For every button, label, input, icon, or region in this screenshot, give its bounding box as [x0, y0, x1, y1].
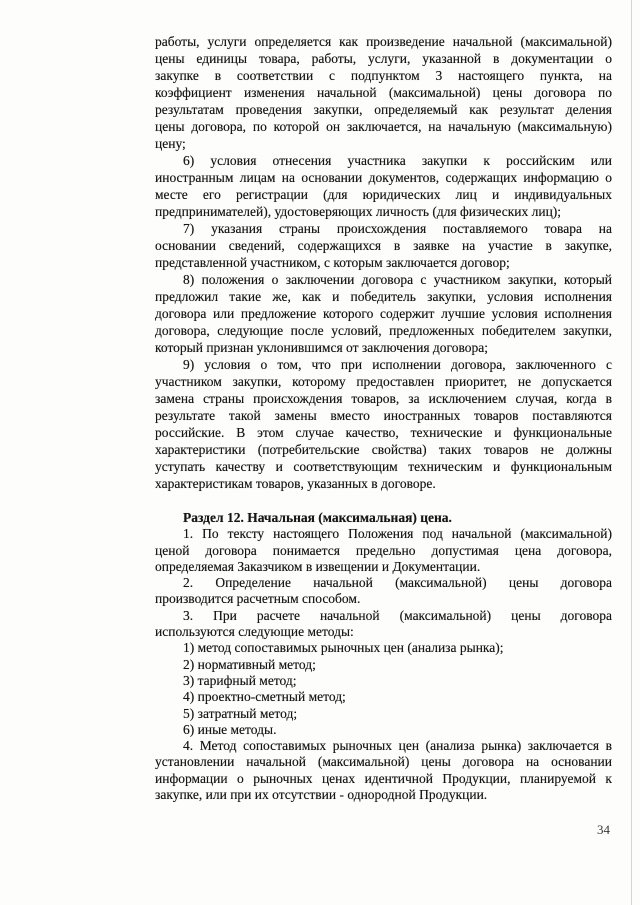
text-line: цену; — [155, 136, 186, 151]
text-line: уступать качеству и соответствующим техническим и функциональным — [155, 459, 612, 474]
text-line: 8) положения о заключении договора с участником закупки, который — [183, 272, 612, 287]
text-line: 1. По тексту настоящего Положения под начальной (максимальной) — [183, 526, 612, 542]
text-line: основании сведений, содержащихся в заявке на участие в закупке, — [155, 238, 612, 253]
text-line: коэффициент изменения начальной (максимальной) цены договора по — [155, 85, 612, 100]
text-line: результате такой замены вместо иностранных товаров поставляются — [155, 408, 612, 423]
text-line: 3. При расчете начальной (максимальной) цены договора — [183, 607, 612, 623]
list-item-8 — [155, 271, 612, 356]
text-line: установлении начальной (максимальной) цены договора на основании — [155, 754, 612, 770]
text-line: договора или предложение которого содержит лучшие условия исполнения — [155, 306, 612, 321]
methods-list — [155, 640, 612, 738]
text-line: российские. В этом случае качество, технические и функциональные — [155, 425, 612, 440]
text-line: цены договора, по которой он заключается, на начальную (максимальную) — [155, 119, 612, 134]
method-item: 3) тарифный метод; — [183, 672, 297, 688]
list-item-7 — [155, 220, 612, 271]
method-item: 4) проектно-сметный метод; — [183, 689, 346, 705]
text-line: предпринимателей), удостоверяющих личность (для физических лиц); — [155, 204, 562, 219]
text-line: производится расчетным способом. — [155, 591, 361, 607]
text-line: характеристики (потребительские свойства) таких товаров не должны — [155, 442, 612, 457]
text-line: характеристикам товаров, указанных в договоре. — [155, 476, 436, 491]
text-line: представленной участником, с которым заключается договор; — [155, 255, 510, 270]
text-line: используются следующие методы: — [155, 624, 354, 640]
clause-3 — [155, 608, 612, 641]
method-item: 6) иные методы. — [183, 721, 277, 737]
scan-edge-shadow — [631, 0, 632, 905]
clause-4 — [155, 738, 612, 803]
text-line: месте его регистрации (для юридических лиц и индивидуальных — [155, 187, 612, 202]
method-item: 2) нормативный метод; — [183, 656, 316, 672]
list-item-6 — [155, 152, 612, 220]
text-line: цены единицы товара, работы, услуги, указанной в документации о — [155, 51, 612, 66]
text-line: закупке в соответствии с подпунктом 3 настоящего пункта, на — [155, 68, 612, 83]
text-line: иностранным лицам на основании документов, содержащих информацию о — [155, 170, 612, 185]
text-line: определяемая Заказчиком в извещении и Документации. — [155, 558, 481, 574]
page-number: 34 — [597, 822, 610, 837]
section-heading: Раздел 12. Начальная (максимальная) цена. — [183, 510, 452, 525]
text-line: участником закупки, которому предоставлен приоритет, не допускается — [155, 374, 612, 389]
text-line: 9) условия о том, что при исполнении договора, заключенного с — [183, 357, 612, 372]
method-item: 1) метод сопоставимых рыночных цен (анализа рынка); — [183, 640, 504, 656]
text-line: замена страны происхождения товаров, за исключением случая, когда в — [155, 391, 612, 406]
text-line: предложил такие же, как и победитель закупки, условия исполнения — [155, 289, 612, 304]
text-line: 7) указания страны происхождения поставляемого товара на — [183, 221, 612, 236]
text-line: 4. Метод сопоставимых рыночных цен (анализа рынка) заключается в — [183, 738, 612, 754]
text-line: закупке, или при их отсутствии - однородной Продукции. — [155, 787, 488, 803]
section-12 — [155, 510, 612, 803]
paragraph-price-formula — [155, 33, 612, 152]
text-line: договора, следующие после условий, предложенных победителем закупки, — [155, 323, 612, 338]
clause-2 — [155, 575, 612, 608]
text-line: результатам проведения закупки, определяемый как результат деления — [155, 102, 612, 117]
text-line: который признан уклонившимся от заключения договора; — [155, 340, 488, 355]
text-line: работы, услуги определяется как произведение начальной (максимальной) — [155, 34, 612, 49]
text-line: ценой договора понимается предельно допустимая цена договора, — [155, 542, 612, 558]
text-line: 2. Определение начальной (максимальной) цены договора — [183, 575, 612, 591]
body-text-continued — [155, 33, 612, 492]
text-line: информации о рыночных ценах идентичной Продукции, планируемой к — [155, 770, 612, 786]
text-line: 6) условия отнесения участника закупки к российским или — [183, 153, 612, 168]
method-item: 5) затратный метод; — [183, 705, 298, 721]
clause-1 — [155, 526, 612, 575]
list-item-9 — [155, 356, 612, 492]
